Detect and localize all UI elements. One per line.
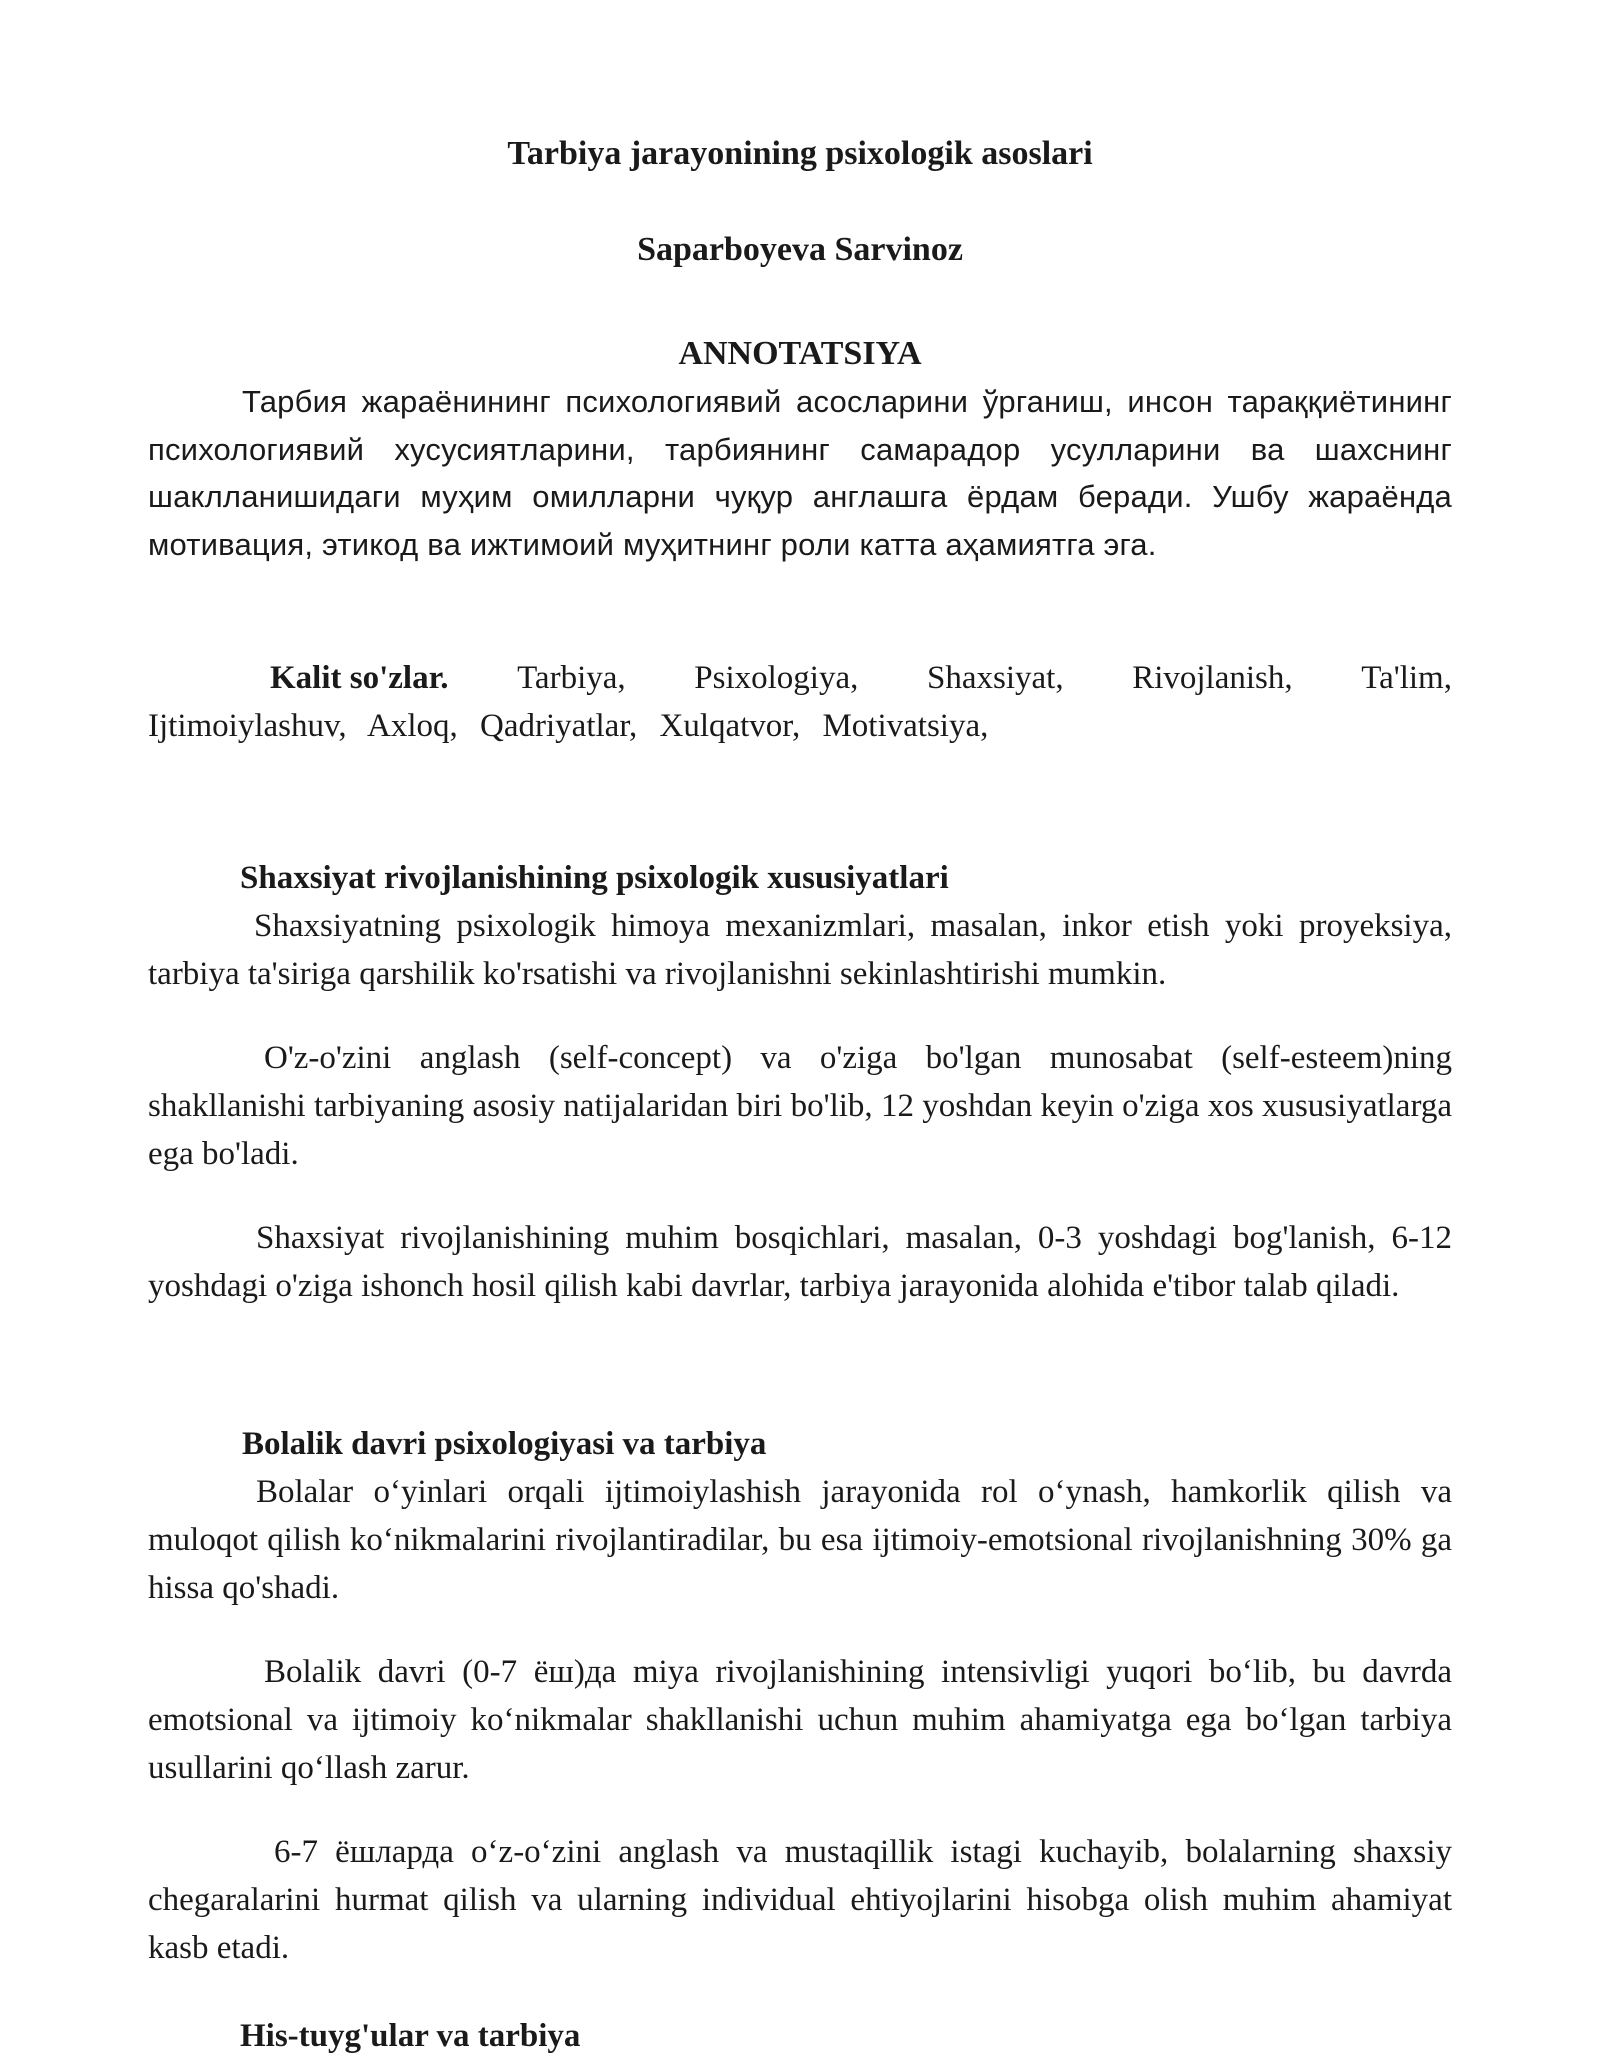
keywords-line-2 bbox=[148, 702, 1452, 750]
keyword: Ijtimoiylashuv, bbox=[148, 708, 347, 744]
paragraph: 6-7 ёшларда o‘z-o‘zini anglash va mustaqillik istagi kuchayib, bolalarning shaxsiy chegaralarini hurmat qilish va ularning individual ehtiyojlarini hisobga olish muhim ahamiyat kasb etadi. bbox=[148, 1834, 1452, 1966]
document-title: Tarbiya jarayonining psixologik asoslari bbox=[507, 135, 1093, 172]
section-heading-personality: Shaxsiyat rivojlanishining psixologik xususiyatlari bbox=[240, 860, 949, 896]
author-name: Saparboyeva Sarvinoz bbox=[637, 231, 963, 268]
keyword: Shaxsiyat, bbox=[927, 660, 1064, 696]
keyword: Ta'lim, bbox=[1361, 660, 1452, 696]
section-heading-childhood: Bolalik davri psixologiyasi va tarbiya bbox=[242, 1426, 767, 1462]
keyword: Qadriyatlar, bbox=[480, 708, 638, 744]
section-heading-emotions: His-tuyg'ular va tarbiya bbox=[240, 2018, 581, 2054]
paragraph: Shaxsiyatning psixologik himoya mexanizmlari, masalan, inkor etish yoki proyeksiya, tarbiya ta'siriga qarshilik ko'rsatishi va rivojlanishni sekinlashtirishi mumkin. bbox=[148, 908, 1452, 992]
paragraph: Bolalik davri (0-7 ёш)да miya rivojlanishining intensivligi yuqori bo‘lib, bu davrda emotsional va ijtimoiy ko‘nikmalar shakllanishi uchun muhim ahamiyatga ega bo‘lgan tarbiya usullarini qo‘llash zarur. bbox=[148, 1654, 1452, 1786]
keyword: Tarbiya, bbox=[517, 660, 626, 696]
keywords-line-1 bbox=[148, 654, 1452, 702]
keyword: Xulqatvor, bbox=[659, 708, 801, 744]
paragraph: Bolalar o‘yinlari orqali ijtimoiylashish jarayonida rol o‘ynash, hamkorlik qilish va muloqot qilish ko‘nikmalarini rivojlantiradilar, bu esa ijtimoiy-emotsional rivojlanishning 30% ga hissa qo'shadi. bbox=[148, 1474, 1452, 1606]
keyword: Rivojlanish, bbox=[1132, 660, 1293, 696]
keyword: Axloq, bbox=[367, 708, 458, 744]
keywords-block bbox=[148, 654, 1452, 750]
keyword: Psixologiya, bbox=[694, 660, 859, 696]
keywords-label: Kalit so'zlar. bbox=[270, 660, 449, 696]
annotation-text: Тарбия жараёнининг психологиявий асосларини ўрганиш, инсон тараққиётининг психологиявий хусусиятларини, тарбиянинг самарадор усулларини ва шахснинг шаклланишидаги муҳим омилларни чуқур англашга ёрдам беради. Ушбу жараёнда мотивация, этикод ва ижтимоий муҳитнинг роли катта аҳамиятга эга. bbox=[148, 384, 1452, 562]
keyword: Motivatsiya, bbox=[822, 708, 989, 744]
annotation-heading: ANNOTATSIYA bbox=[678, 335, 922, 372]
paragraph: Shaxsiyat rivojlanishining muhim bosqichlari, masalan, 0-3 yoshdagi bog'lanish, 6-12 yoshdagi o'ziga ishonch hosil qilish kabi davrlar, tarbiya jarayonida alohida e'tibor talab qiladi. bbox=[148, 1220, 1452, 1304]
paragraph: O'z-o'zini anglash (self-concept) va o'ziga bo'lgan munosabat (self-esteem)ning shakllanishi tarbiyaning asosiy natijalaridan biri bo'lib, 12 yoshdan keyin o'ziga xos xususiyatlarga ega bo'ladi. bbox=[148, 1040, 1452, 1172]
